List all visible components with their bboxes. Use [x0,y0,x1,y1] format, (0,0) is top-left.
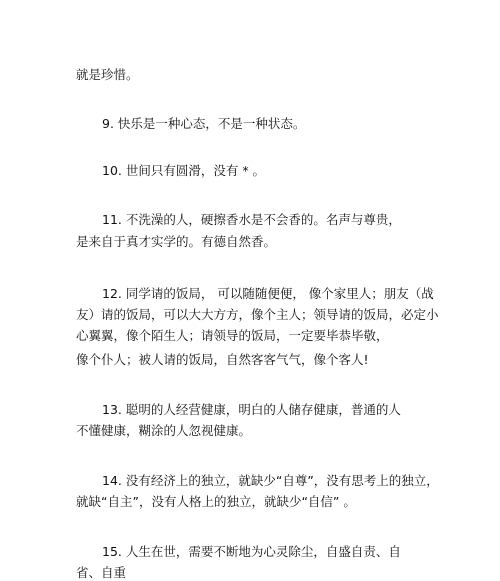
quote-12-line-2: 友）请的饭局，可以大大方方，像个主人；领导请的饭局，必定小 [76,307,439,322]
quote-10: 10. 世间只有圆滑，没有 * 。 [102,163,266,178]
quote-12-line-3: 心翼翼，像个陌生人；请领导的饭局，一定要毕恭毕敬， [76,328,389,343]
quote-14-line-1: 14. 没有经济上的独立，就缺少“自尊”，没有思考上的独立， [102,473,439,488]
quote-11-line-2: 是来自于真才实学的。有德自然香。 [76,234,277,249]
quote-14-line-2: 就缺“自主”，没有人格上的独立，就缺少“自信” 。 [76,494,356,509]
quote-12-line-1: 12. 同学请的饭局， 可以随随便便， 像个家里人；朋友（战 [102,286,434,301]
quote-15-line-2: 省、自重 [76,565,127,580]
quote-15-line-1: 15. 人生在世，需要不断地为心灵除尘，自盛自责、自 [102,544,401,559]
quote-13-line-1: 13. 聪明的人经营健康，明白的人储存健康，普通的人 [102,402,401,417]
text-line-1: 就是珍惜。 [76,67,139,82]
quote-11-line-1: 11. 不洗澡的人，硬擦香水是不会香的。名声与尊贵， [102,212,401,227]
quote-12-line-4: 像个仆人；被人请的饭局，自然客客气气，像个客人! [76,352,369,367]
quote-9: 9. 快乐是一种心态，不是一种状态。 [102,116,306,131]
quote-13-line-2: 不懂健康，糊涂的人忽视健康。 [76,423,252,438]
